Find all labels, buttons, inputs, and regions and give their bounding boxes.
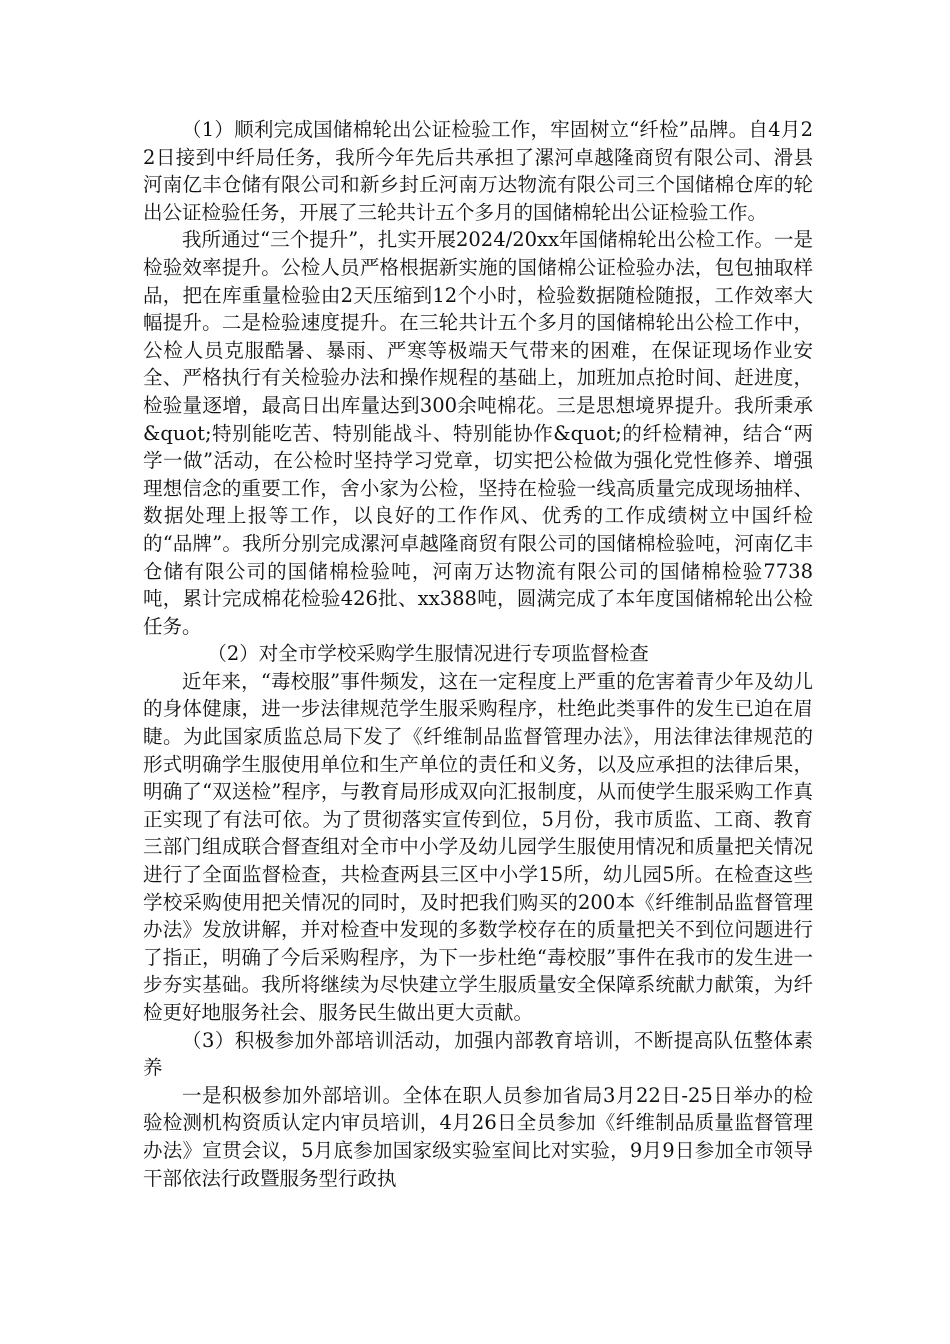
paragraph-three-improvements: 我所通过“三个提升”，扎实开展2024/20xx年国储棉轮出公检工作。一是检验效率提升。公检人员严格根据新实施的国储棉公证检验办法，包包抽取样品，把在库重量检验由2天压缩到12个小时，检验数据随检随报，工作效率大幅提升。二是检验速度提升。在三轮共计五个多月的国储棉轮出公检工作中，公检人员克服酷暑、暴雨、严寒等极端天气带来的困难，在保证现场作业安全、严格执行有关检验办法和操作规程的基础上，加班加点抢时间、赶进度，检验量逐增，最高日出库量达到300余吨棉花。三是思想境界提升。我所秉承&quot;特别能吃苦、特别能战斗、特别能协作&quot;的纤检精神，结合“两学一做”活动，在公检时坚持学习党章，切实把公检做为强化党性修养、增强理想信念的重要工作，舍小家为公检，坚持在检验一线高质量完成现场抽样、数据处理上报等工作，以良好的工作作风、优秀的工作成绩树立中国纤检的“品牌”。我所分别完成漯河卓越隆商贸有限公司的国储棉检验吨，河南亿丰仓储有限公司的国储棉检验吨，河南万达物流有限公司的国储棉检验7738吨，累计完成棉花检验426批、xx388吨，圆满完成了本年度国储棉轮出公检任务。 (143, 228, 813, 638)
paragraph-cotton-inspection-intro: （1）顺利完成国储棉轮出公证检验工作，牢固树立“纤检”品牌。自4月22日接到中纤局任务，我所今年先后共承担了漯河卓越隆商贸有限公司、滑县河南亿丰仓储有限公司和新乡封丘河南万达物流有限公司三个国储棉仓库的轮出公证检验任务，开展了三轮共计五个多月的国储棉轮出公证检验工作。 (143, 118, 813, 224)
paragraph-school-uniform-inspection: 近年来，“毒校服”事件频发，这在一定程度上严重的危害着青少年及幼儿的身体健康，进一步法律规范学生服采购程序，杜绝此类事件的发生已迫在眉睫。为此国家质监总局下发了《纤维制品监督管理办法》，用法律法律规范的形式明确学生服使用单位和生产单位的责任和义务，以及应承担的法律后果，明确了“双送检”程序，与教育局形成双向汇报制度，从而使学生服采购工作真正实现了有法可依。为了贯彻落实宣传到位，5月份，我市质监、工商、教育三部门组成联合督查组对全市中小学及幼儿园学生服使用情况和质量把关情况进行了全面监督检查，共检查两县三区中小学15所，幼儿园5所。在检查这些学校采购使用把关情况的同时，及时把我们购买的200本《纤维制品监督管理办法》发放讲解，并对检查中发现的多数学校存在的质量把关不到位问题进行了指正，明确了今后采购程序，为下一步杜绝“毒校服”事件在我市的发生进一步夯实基础。我所将继续为尽快建立学生服质量安全保障系统献力献策，为纤检更好地服务社会、服务民生做出更大贡献。 (143, 669, 813, 1024)
section-heading-school-uniform: （2）对全市学校采购学生服情况进行专项监督检查 (207, 642, 649, 666)
document-body (143, 116, 813, 1192)
paragraph-external-training: 一是积极参加外部培训。全体在职人员参加省局3月22日-25日举办的检验检测机构资质认定内审员培训，4月26日全员参加《纤维制品质量监督管理办法》宣贯会议，5月底参加国家级实验室间比对实验，9月9日参加全市领导干部依法行政暨服务型行政执 (143, 1083, 813, 1190)
section-heading-training: （3）积极参加外部培训活动，加强内部教育培训，不断提高队伍整体素养 (143, 1028, 813, 1080)
